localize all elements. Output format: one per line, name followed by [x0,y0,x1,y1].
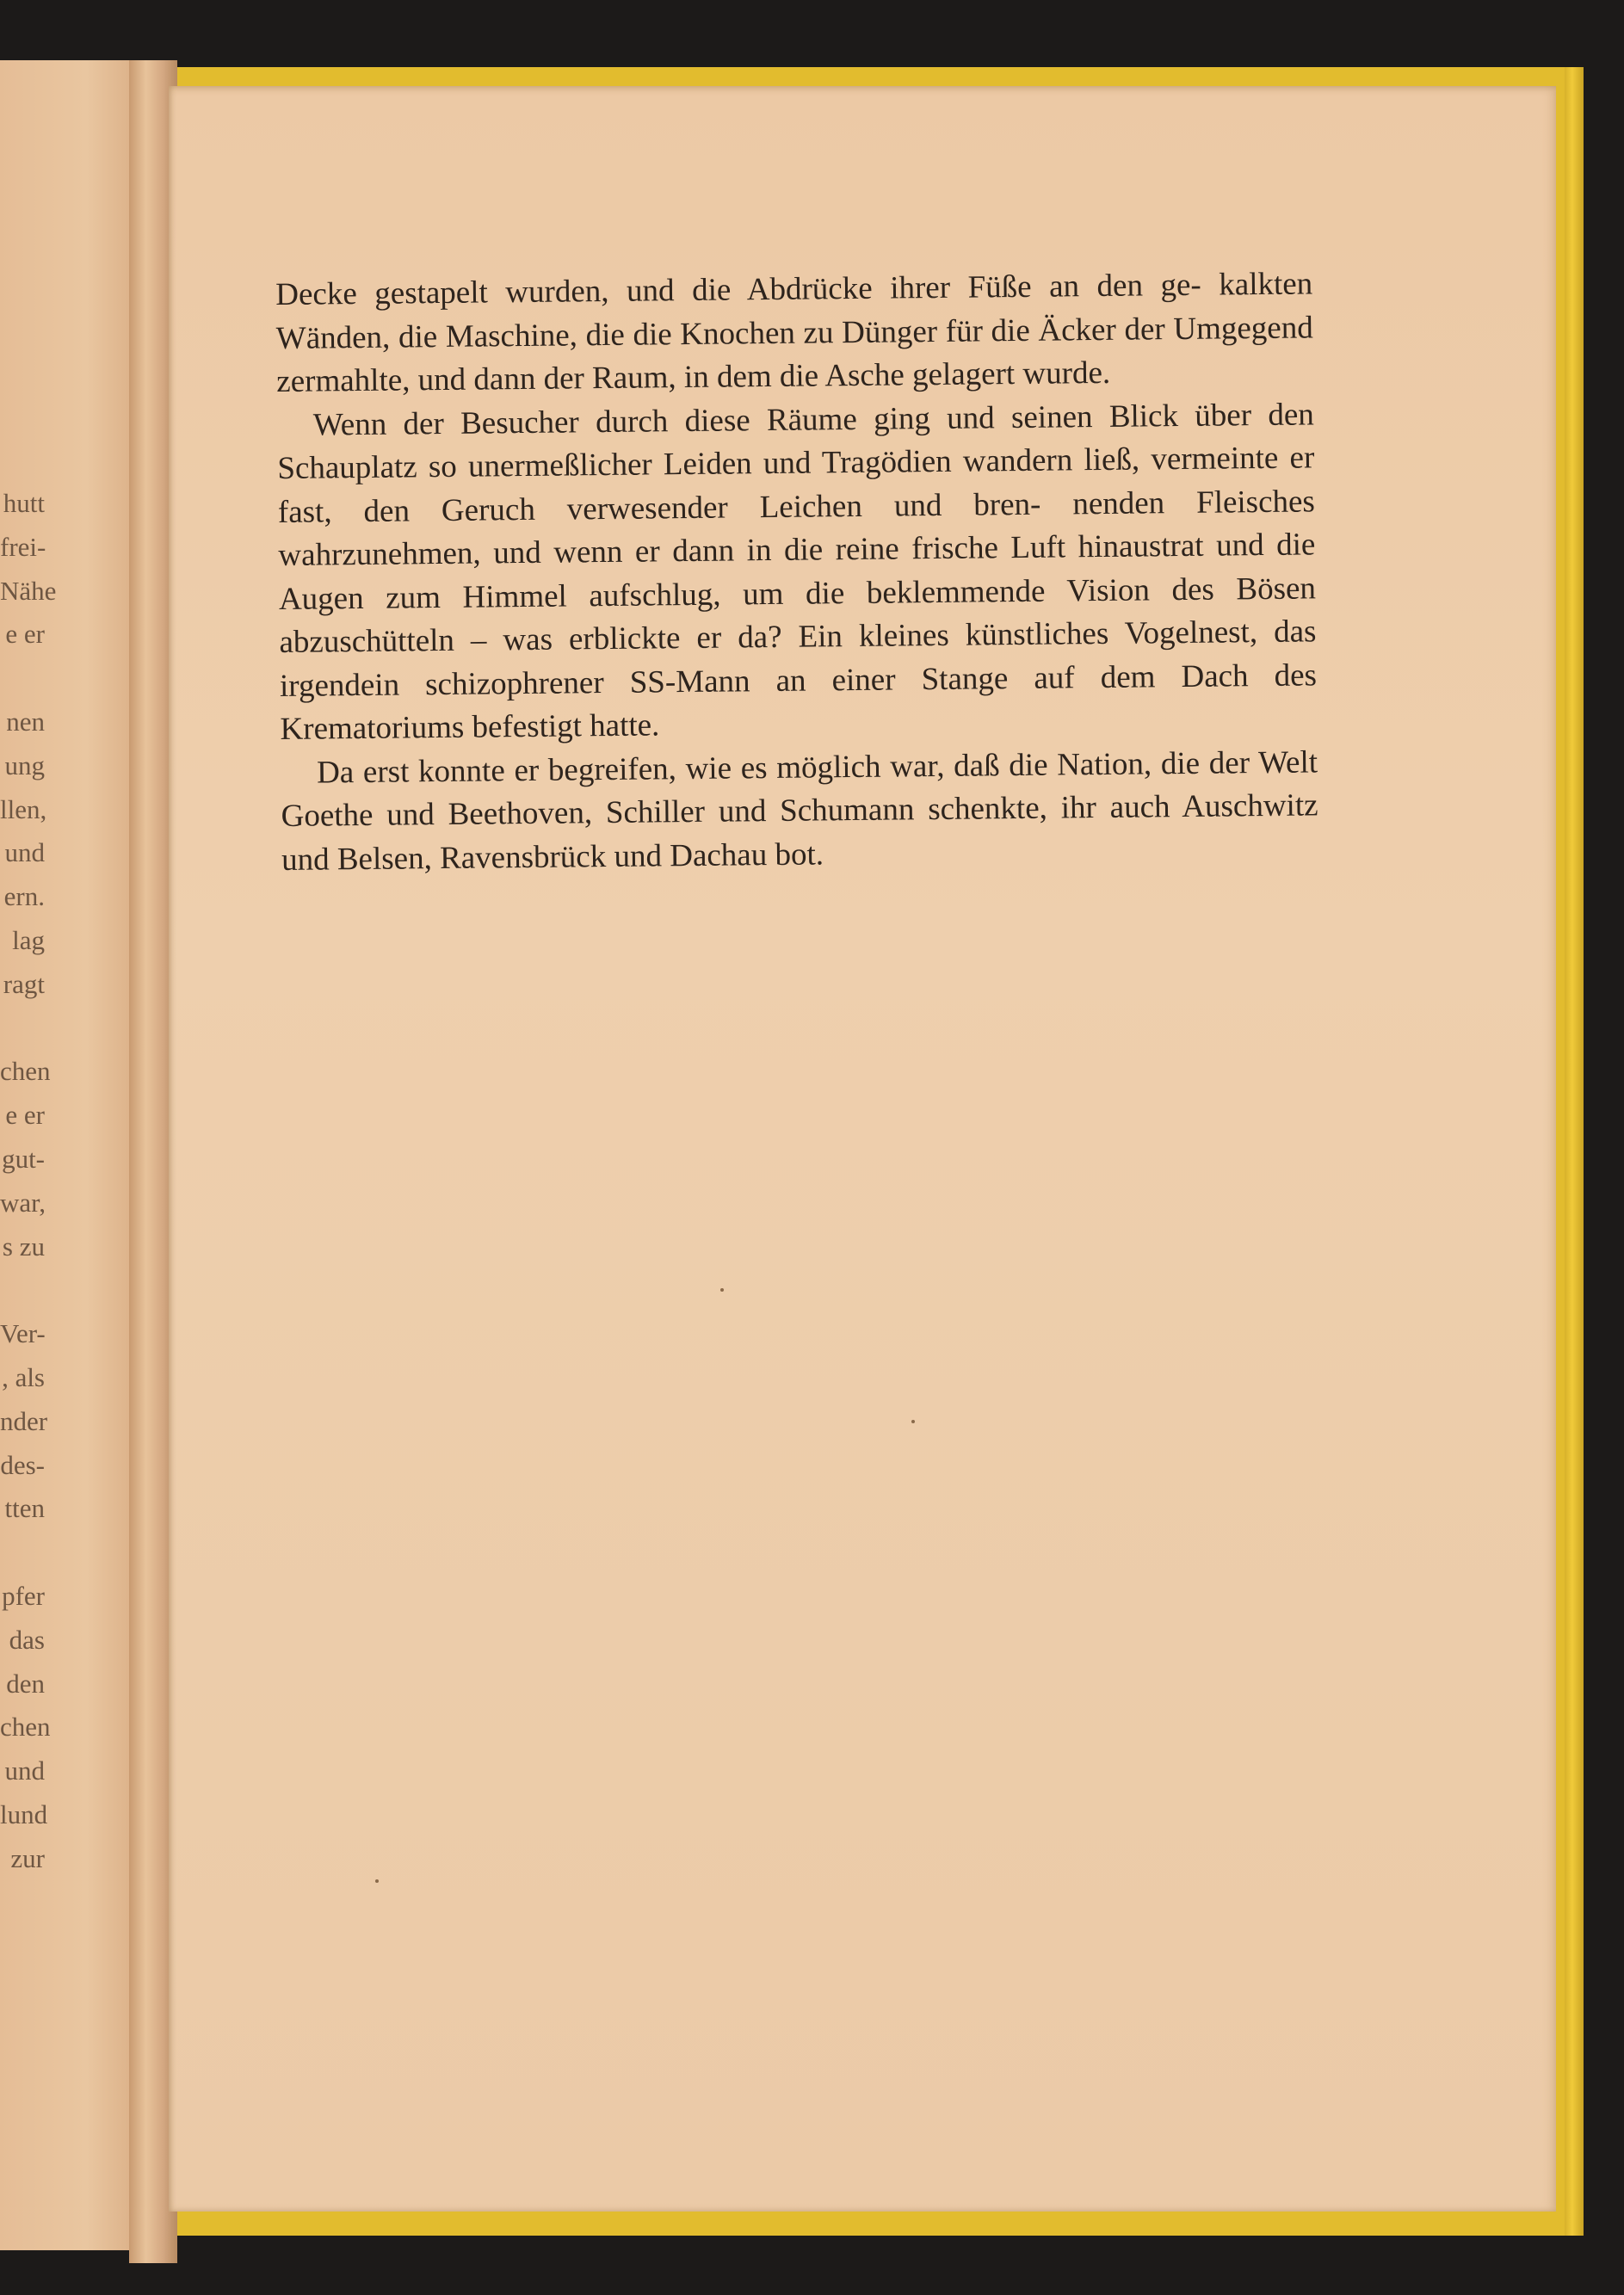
left-page-line: hutt [3,488,45,518]
left-page-line: ern. [3,881,45,912]
paragraph: Wenn der Besucher durch diese Räume ging und seinen Blick über den Schauplatz so unermeßlicher Leiden und Tragödien wandern ließ, vermeinte er fast, den Geruch verwesender Leichen und bren- nenden Fleisches wahrzunehmen, und wenn er dann in die reine frische Luft hinaustrat und die Augen zum Himmel aufschlug, um die beklemmende Vision des Bösen abzuschütteln – was erblickte er da? Ein kleines künstliches Vogelnest, das irgendein schizophrener SS-Mann an einer Stange auf dem Dach des Krematoriums befestigt hatte. [277,396,1318,747]
book-cover-edge [1565,67,1584,2236]
left-page-line: und [4,1755,45,1786]
left-page-line: e er [5,1100,45,1131]
paper-speck [375,1879,379,1883]
left-page-line: den [6,1668,45,1699]
left-page-line: llen, [0,793,47,824]
left-page-line: gut- [2,1143,45,1174]
paragraph: Decke gestapelt wurden, und die Abdrücke ihrer Füße an den ge- kalkten Wänden, die Maschine, die die Knochen zu Dünger für die Äcker der Umgegend zermahlte, und dann der Raum, in dem die Asche gelagert wurde. [275,266,1313,399]
left-page-line: nen [6,706,45,737]
left-page-line: pfer [2,1580,45,1611]
page-body-text [275,262,1318,882]
left-page-line: ragt [3,968,45,999]
left-page-line: tten [4,1493,45,1524]
left-page-line: , als [2,1361,45,1392]
left-page [0,60,145,2250]
paragraph: Da erst konnte er begreifen, wie es möglich war, daß die Nation, die der Welt Goethe und Beethoven, Schiller und Schumann schenkte, ihr auch Auschwitz und Belsen, Ravensbrück und Dachau bot. [281,743,1318,878]
left-page-line: zur [10,1842,45,1873]
left-page-line: lund [0,1798,48,1829]
left-page-line: chen [0,1712,51,1743]
left-page-line: s zu [2,1231,45,1262]
left-page-line: Ver- [0,1318,46,1349]
left-page-line: chen [0,1056,51,1087]
left-page-line: lag [12,924,45,955]
left-page-text [0,482,129,1881]
left-page-line: war, [0,1187,46,1218]
left-page-line: und [4,837,45,868]
left-page-line: Nähe [0,575,57,606]
left-page-line: das [9,1624,45,1655]
left-page-line: des- [0,1449,45,1480]
left-page-line: nder [0,1405,48,1436]
paper-speck [911,1420,915,1423]
left-page-line: e er [5,619,45,650]
paper-speck [720,1288,724,1292]
left-page-line: ung [4,750,45,780]
left-page-line: frei- [0,531,46,562]
